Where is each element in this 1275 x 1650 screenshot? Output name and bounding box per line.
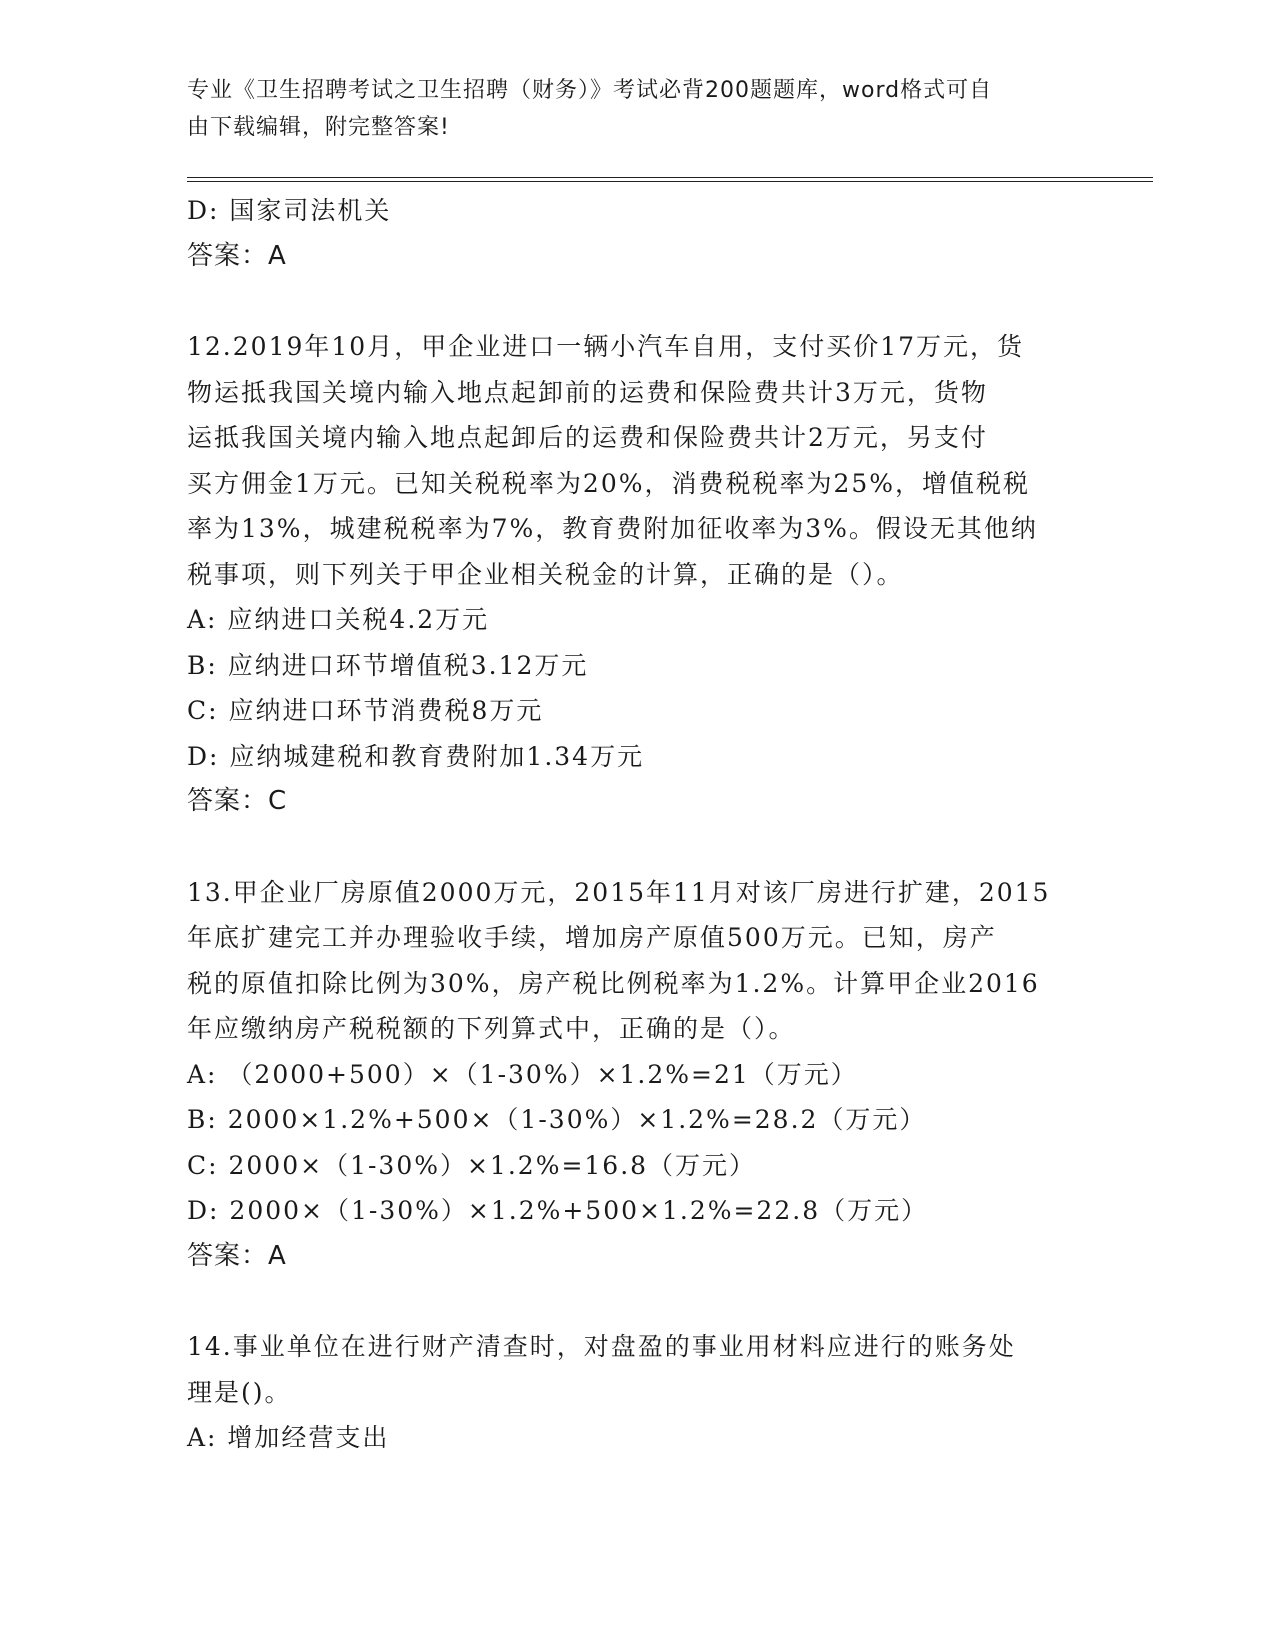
question-text-line: 理是()。	[187, 1377, 292, 1407]
page-header	[187, 72, 1067, 146]
header-title-line-1: 专业《卫生招聘考试之卫生招聘（财务）》考试必背200题题库，word格式可自	[187, 78, 993, 103]
prev-question	[187, 188, 1087, 279]
option-a: A: （2000+500）×（1-30%）×1.2%=21（万元）	[187, 1059, 858, 1089]
answer: 答案：A	[187, 240, 287, 271]
answer: 答案：A	[187, 1240, 287, 1271]
question-text-line: 12.2019年10月，甲企业进口一辆小汽车自用，支付买价17万元，货	[187, 332, 1025, 361]
question-text-line: 14.事业单位在进行财产清查时，对盘盈的事业用材料应进行的账务处	[187, 1332, 1016, 1361]
question-12	[187, 324, 1087, 825]
question-text-line: 税的原值扣除比例为30%，房产税比例税率为1.2%。计算甲企业2016	[187, 968, 1040, 998]
question-13	[187, 870, 1087, 1280]
option-d: D: 应纳城建税和教育费附加1.34万元	[187, 741, 645, 771]
document-body	[187, 188, 1087, 1461]
header-divider	[187, 177, 1153, 182]
question-text-line: 物运抵我国关境内输入地点起卸前的运费和保险费共计3万元，货物	[187, 377, 988, 407]
option-c: C: 2000×（1-30%）×1.2%=16.8（万元）	[187, 1150, 757, 1180]
option-a: A: 增加经营支出	[187, 1423, 390, 1452]
spacer	[187, 1279, 1087, 1324]
question-text-line: 率为13%，城建税税率为7%，教育费附加征收率为3%。假设无其他纳	[187, 514, 1038, 543]
spacer	[187, 825, 1087, 870]
option-d: D: 2000×（1-30%）×1.2%+500×1.2%=22.8（万元）	[187, 1196, 929, 1225]
question-text-line: 运抵我国关境内输入地点起卸后的运费和保险费共计2万元，另支付	[187, 423, 988, 452]
header-title-line-2: 由下载编辑，附完整答案!	[187, 115, 450, 140]
question-text-line: 买方佣金1万元。已知关税税率为20%，消费税税率为25%，增值税税	[187, 468, 1031, 498]
question-text-line: 年底扩建完工并办理验收手续，增加房产原值500万元。已知，房产	[187, 923, 997, 952]
question-text-line: 税事项，则下列关于甲企业相关税金的计算，正确的是（）。	[187, 559, 904, 589]
option-b: B: 应纳进口环节增值税3.12万元	[187, 650, 589, 680]
option-a: A: 应纳进口关税4.2万元	[187, 605, 490, 634]
question-text-line: 13.甲企业厂房原值2000万元，2015年11月对该厂房进行扩建，2015	[187, 877, 1051, 907]
answer: 答案：C	[187, 786, 288, 816]
question-text-line: 年应缴纳房产税税额的下列算式中，正确的是（）。	[187, 1014, 796, 1043]
question-14	[187, 1324, 1087, 1461]
spacer	[187, 279, 1087, 324]
option-c: C: 应纳进口环节消费税8万元	[187, 696, 544, 725]
option-d: D: 国家司法机关	[187, 196, 392, 225]
option-b: B: 2000×1.2%+500×（1-30%）×1.2%=28.2（万元）	[187, 1105, 927, 1134]
